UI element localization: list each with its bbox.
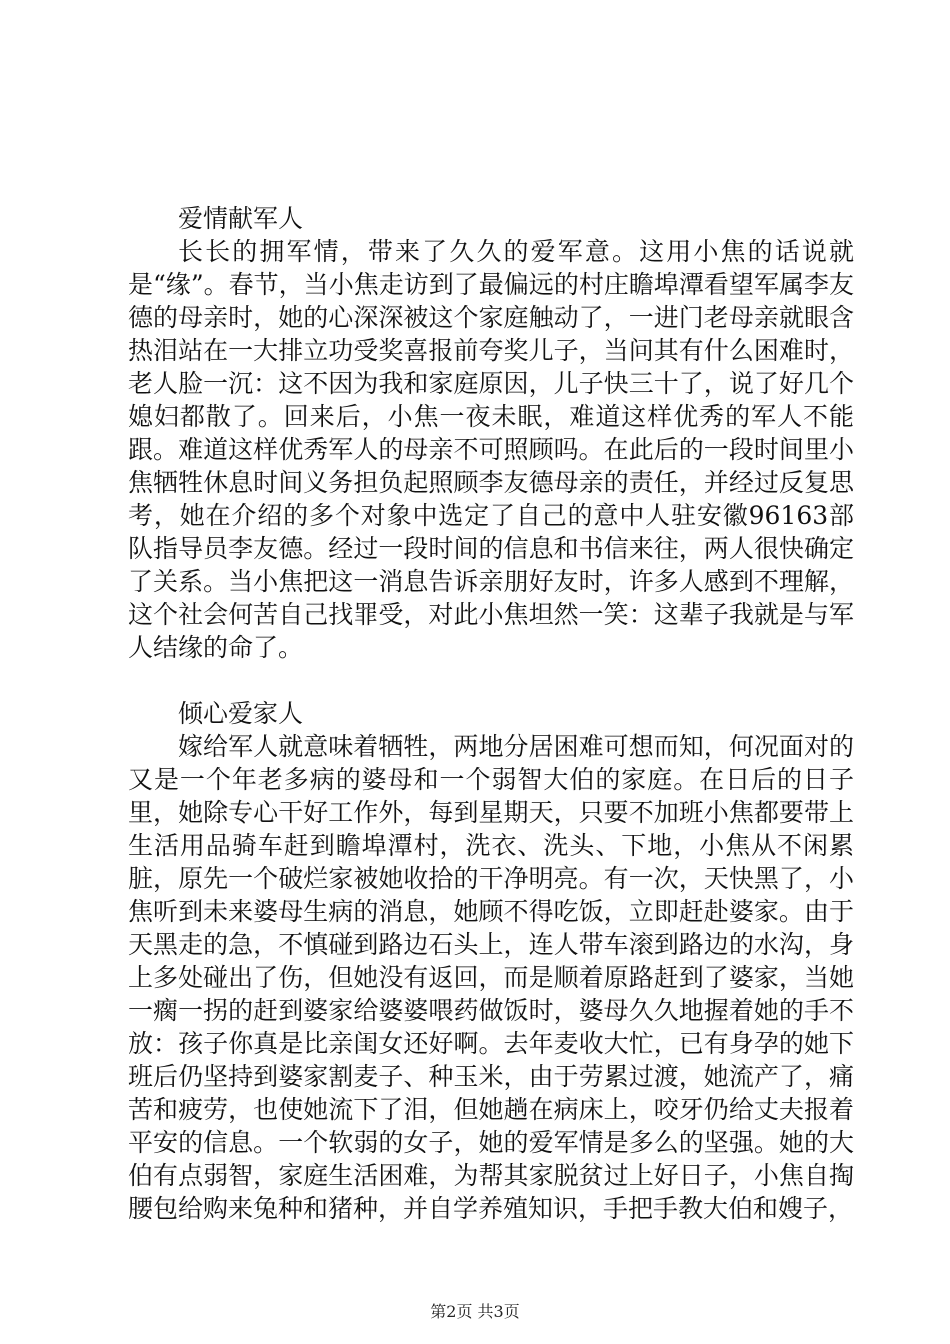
section-love-for-soldier xyxy=(128,202,854,664)
section-heading: 倾心爱家人 xyxy=(178,699,304,728)
section-love-for-family xyxy=(128,697,854,1225)
section-heading: 爱情献军人 xyxy=(178,204,304,233)
page-footer: 第2页 共3页 xyxy=(430,1302,520,1321)
document-body xyxy=(128,202,854,1225)
section-paragraph: 嫁给军人就意味着牺牲，两地分居困难可想而知，何况面对的又是一个年老多病的婆母和一个弱智大伯的家庭。在日后的日子里，她除专心干好工作外，每到星期天，只要不加班小焦都要带上生活用品骑车赶到瞻埠潭村，洗衣、洗头、下地，小焦从不闲累脏，原先一个破烂家被她收拾的干净明亮。有一次，天快黑了，小焦听到未来婆母生病的消息，她顾不得吃饭，立即赶赴婆家。由于天黑走的急，不慎碰到路边石头上，连人带车滚到路边的水沟，身上多处碰出了伤，但她没有返回，而是顺着原路赶到了婆家，当她一瘸一拐的赶到婆家给婆婆喂药做饭时，婆母久久地握着她的手不放：孩子你真是比亲闺女还好啊。去年麦收大忙，已有身孕的她下班后仍坚持到婆家割麦子、种玉米，由于劳累过渡，她流产了，痛苦和疲劳，也使她流下了泪，但她趟在病床上，咬牙仍给丈夫报着平安的信息。一个软弱的女子，她的爱军情是多么的坚强。她的大伯有点弱智，家庭生活困难，为帮其家脱贫过上好日子，小焦自掏腰包给购来兔种和猪种，并自学养殖知识，手把手教大伯和嫂子， xyxy=(128,732,854,1223)
section-paragraph: 长长的拥军情，带来了久久的爱军意。这用小焦的话说就是“缘”。春节，当小焦走访到了最偏远的村庄瞻埠潭看望军属李友德的母亲时，她的心深深被这个家庭触动了，一进门老母亲就眼含热泪站在一大排立功受奖喜报前夸奖儿子，当问其有什么困难时，老人脸一沉：这不因为我和家庭原因，儿子快三十了，说了好几个媳妇都散了。回来后，小焦一夜未眠，难道这样优秀的军人不能跟。难道这样优秀军人的母亲不可照顾吗。在此后的一段时间里小焦牺牲休息时间义务担负起照顾李友德母亲的责任，并经过反复思考，她在介绍的多个对象中选定了自己的意中人驻安徽96163部队指导员李友德。经过一段时间的信息和书信来往，两人很快确定了关系。当小焦把这一消息告诉亲朋好友时，许多人感到不理解，这个社会何苦自己找罪受，对此小焦坦然一笑：这辈子我就是与军人结缘的命了。 xyxy=(128,237,854,662)
section-spacer xyxy=(128,664,854,697)
